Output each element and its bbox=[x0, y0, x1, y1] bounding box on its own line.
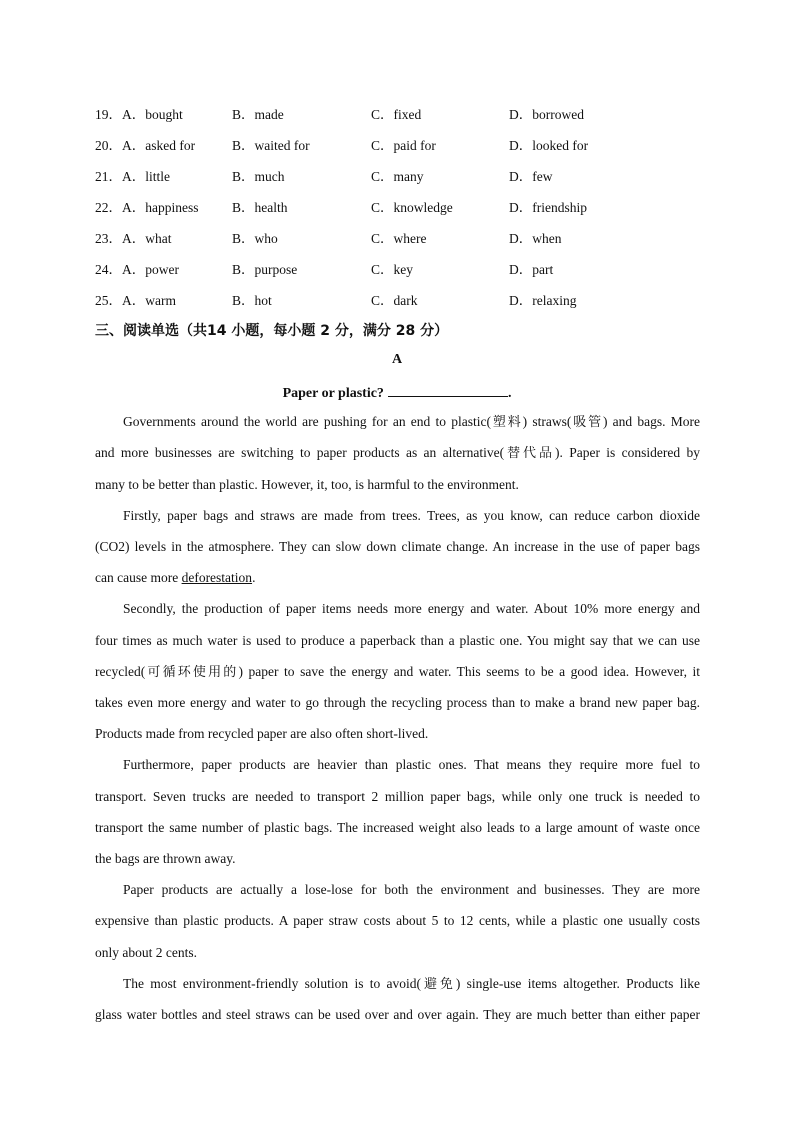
paragraph-line: The most environment-friendly solution is to avoid(避免) single-use items altogether. Products like bbox=[123, 976, 700, 992]
section-heading: 三、阅读单选（共14 小题，每小题 2 分，满分 28 分） bbox=[95, 323, 449, 339]
paragraph-line: Products made from recycled paper are also often short-lived. bbox=[95, 726, 429, 741]
option-d: D．few bbox=[509, 169, 553, 184]
passage-title bbox=[0, 383, 794, 402]
option-a: 21．A．little bbox=[95, 169, 170, 184]
option-c: C．key bbox=[371, 262, 413, 277]
paragraph-line: (CO2) levels in the atmosphere. They can slow down climate change. An increase in the use of paper bags bbox=[95, 539, 700, 554]
option-d: D．looked for bbox=[509, 138, 589, 153]
option-c: C．where bbox=[371, 231, 427, 246]
option-a: 24．A．power bbox=[95, 262, 179, 277]
option-b: B．waited for bbox=[232, 138, 310, 153]
paragraph-line: many to be better than plastic. However, it, too, is harmful to the environment. bbox=[95, 477, 519, 492]
option-d: D．borrowed bbox=[509, 107, 584, 122]
paragraph-line: four times as much water is used to produce a paperback than a plastic one. You might say that we can use bbox=[95, 633, 700, 648]
paragraph-line: Secondly, the production of paper items needs more energy and water. About 10% more energy and bbox=[123, 601, 700, 616]
question-row bbox=[0, 258, 794, 278]
paragraph-line: expensive than plastic products. A paper straw costs about 5 to 12 cents, while a plastic one usually costs bbox=[95, 913, 700, 928]
paragraph-line: Furthermore, paper products are heavier than plastic ones. That means they require more fuel to bbox=[123, 757, 700, 772]
option-c: C．paid for bbox=[371, 138, 436, 153]
option-b: B．who bbox=[232, 231, 278, 246]
option-d: D．friendship bbox=[509, 200, 587, 215]
paragraph-line: recycled(可循环使用的) paper to save the energy and water. This seems to be a good idea. However, it bbox=[95, 664, 700, 680]
paragraph-line: the bags are thrown away. bbox=[95, 851, 236, 866]
paragraph-line: glass water bottles and steel straws can be used over and over again. They are much better than either paper bbox=[95, 1007, 700, 1022]
option-b: B．purpose bbox=[232, 262, 298, 277]
option-b: B．made bbox=[232, 107, 284, 122]
passage-letter: A bbox=[391, 352, 403, 367]
paragraph-line: Governments around the world are pushing for an end to plastic(塑料) straws(吸管) and bags. More bbox=[123, 414, 700, 430]
option-c: C．many bbox=[371, 169, 424, 184]
question-row bbox=[0, 227, 794, 247]
question-row bbox=[0, 134, 794, 154]
option-a: 23．A．what bbox=[95, 231, 172, 246]
option-b: B．hot bbox=[232, 293, 272, 308]
option-a: 19．A．bought bbox=[95, 107, 183, 122]
option-d: D．relaxing bbox=[509, 293, 577, 308]
option-d: D．when bbox=[509, 231, 562, 246]
paragraph-line: can cause more deforestation. bbox=[95, 570, 256, 585]
passage-title-text: Paper or plastic? bbox=[282, 386, 384, 401]
option-c: C．knowledge bbox=[371, 200, 453, 215]
paragraph-line: Firstly, paper bags and straws are made from trees. Trees, as you know, can reduce carbon dioxide bbox=[123, 508, 700, 523]
option-c: C．fixed bbox=[371, 107, 422, 122]
paragraph-line: transport the same number of plastic bags. The increased weight also leads to a large amount of waste once bbox=[95, 820, 700, 835]
question-row bbox=[0, 165, 794, 185]
option-a: 20．A．asked for bbox=[95, 138, 196, 153]
paragraph-line: only about 2 cents. bbox=[95, 945, 197, 960]
paragraph-line: and more businesses are switching to paper products as an alternative(替代品). Paper is considered by bbox=[95, 445, 700, 461]
option-a: 22．A．happiness bbox=[95, 200, 199, 215]
answer-blank bbox=[388, 383, 508, 397]
passage-title-end: . bbox=[507, 386, 512, 401]
underlined-word: deforestation bbox=[181, 570, 253, 585]
option-b: B．much bbox=[232, 169, 285, 184]
question-row bbox=[0, 289, 794, 309]
paragraph-line: takes even more energy and water to go through the recycling process than to make a brand new paper bag. bbox=[95, 695, 700, 710]
option-d: D．part bbox=[509, 262, 554, 277]
question-row bbox=[0, 103, 794, 123]
question-row bbox=[0, 196, 794, 216]
option-c: C．dark bbox=[371, 293, 418, 308]
option-a: 25．A．warm bbox=[95, 293, 176, 308]
option-b: B．health bbox=[232, 200, 288, 215]
paragraph-line: transport. Seven trucks are needed to transport 2 million paper bags, while only one truck is needed to bbox=[95, 789, 700, 804]
paragraph-line: Paper products are actually a lose-lose for both the environment and businesses. They are more bbox=[123, 882, 700, 897]
